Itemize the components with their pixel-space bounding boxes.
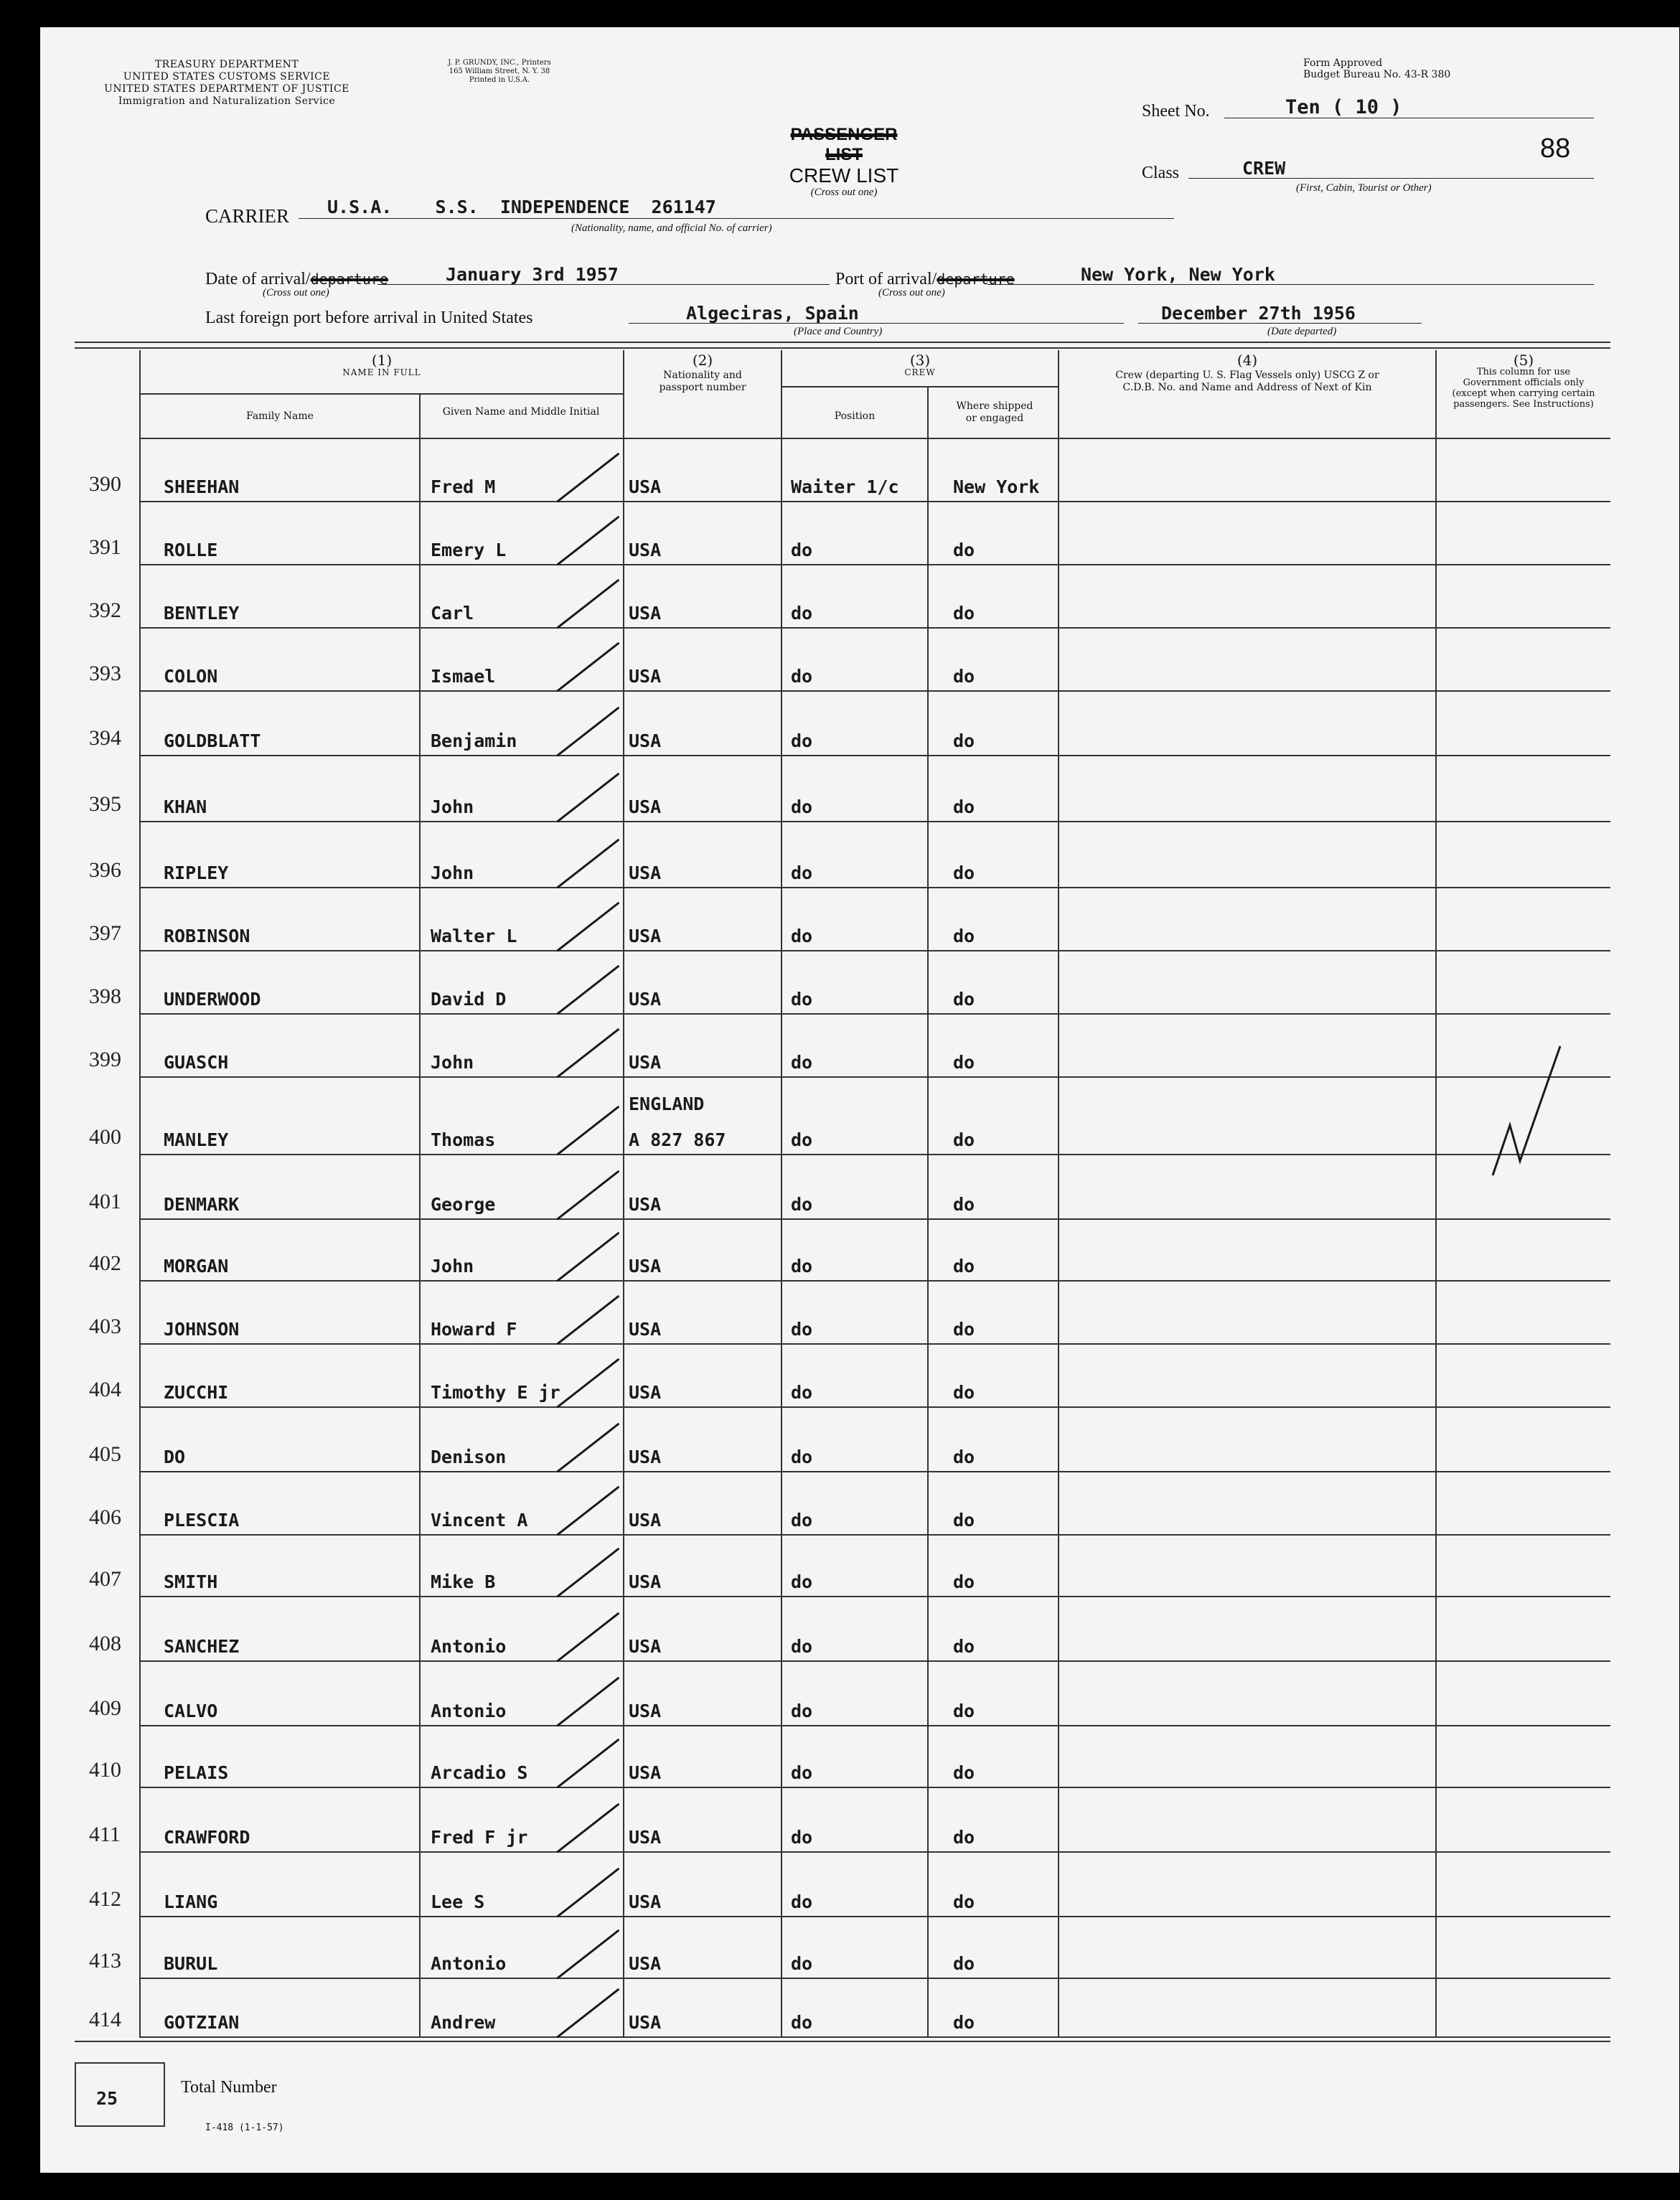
verification-check-mark	[556, 1486, 620, 1536]
family-name: KHAN	[164, 796, 207, 817]
position: do	[791, 1701, 813, 1721]
hdr-rule-name	[141, 393, 623, 395]
where-engaged: do	[953, 926, 975, 946]
top-rule-2	[75, 347, 1610, 349]
given-name: Antonio	[431, 1636, 507, 1657]
printer-block	[428, 59, 571, 85]
position: do	[791, 1382, 813, 1403]
row-rule	[139, 1534, 1610, 1536]
given-name: Antonio	[431, 1953, 507, 1974]
where-engaged: do	[953, 796, 975, 817]
col-divider-crew	[1435, 350, 1437, 2036]
nationality: USA	[629, 2012, 662, 2033]
col-divider-where	[1058, 350, 1059, 2036]
col5-num: (5)	[1513, 352, 1534, 369]
family-name: SANCHEZ	[164, 1636, 240, 1657]
date-arrival-label	[205, 270, 388, 289]
total-box	[75, 2062, 165, 2127]
given-name: Benjamin	[431, 730, 517, 751]
agency-block	[40, 59, 413, 108]
family-name: RIPLEY	[164, 862, 229, 883]
family-name: GOTZIAN	[164, 2012, 240, 2033]
row-number: 402	[89, 1251, 121, 1275]
carrier-note: (Nationality, name, and official No. of carrier)	[571, 222, 772, 234]
family-name: PLESCIA	[164, 1510, 240, 1531]
row-rule	[139, 1787, 1610, 1788]
date-arrival-text: Date of arrival/	[205, 270, 311, 288]
nationality: USA	[629, 1052, 662, 1073]
nationality: USA	[629, 1382, 662, 1403]
given-name: Denison	[431, 1447, 507, 1467]
date-struck: departure	[310, 271, 388, 288]
verification-check-mark	[556, 1988, 620, 2039]
verification-check-mark	[556, 1677, 620, 1727]
row-rule	[139, 1978, 1610, 1979]
where-engaged: do	[953, 1256, 975, 1277]
nationality: USA	[629, 1701, 662, 1721]
position: do	[791, 2012, 813, 2033]
total-value: 25	[96, 2088, 118, 2109]
col4-title: Crew (departing U. S. Flag Vessels only) USCG Z or C.D.B. No. and Name and Address of Next of Kin	[1115, 370, 1379, 393]
last-port-note: (Place and Country)	[794, 326, 883, 337]
given-name: John	[431, 1256, 474, 1277]
col1a-header: Family Name	[246, 410, 314, 422]
row-number: 390	[89, 472, 121, 496]
printer-line-2: 165 William Street, N. Y. 38	[449, 67, 550, 75]
date-note: (Cross out one)	[263, 287, 329, 298]
verification-check-mark	[556, 1739, 620, 1789]
given-name: Vincent A	[431, 1510, 528, 1531]
printer-line-1: J. P. GRUNDY, INC., Printers	[448, 59, 551, 67]
where-engaged: do	[953, 540, 975, 560]
given-name: George	[431, 1194, 496, 1215]
verification-check-mark	[556, 773, 620, 823]
where-engaged: do	[953, 1129, 975, 1150]
position: do	[791, 1129, 813, 1150]
col-left-border	[139, 350, 141, 2036]
nationality: USA	[629, 989, 662, 1010]
where-engaged: do	[953, 1636, 975, 1657]
row-rule	[139, 1076, 1610, 1078]
given-name: John	[431, 796, 474, 817]
nationality: USA	[629, 1510, 662, 1531]
position: do	[791, 603, 813, 624]
where-engaged: do	[953, 1827, 975, 1848]
family-name: DO	[164, 1447, 186, 1467]
nationality: USA	[629, 603, 662, 624]
nationality: USA	[629, 1827, 662, 1848]
verification-check-mark	[556, 1612, 620, 1663]
col1-num: (1)	[371, 352, 393, 369]
given-name: Howard F	[431, 1319, 517, 1340]
verification-check-mark	[556, 1358, 620, 1409]
row-number: 407	[89, 1567, 121, 1591]
row-number: 413	[89, 1949, 121, 1973]
row-rule	[139, 564, 1610, 565]
row-rule	[139, 755, 1610, 756]
row-rule	[139, 690, 1610, 692]
where-engaged: do	[953, 2012, 975, 2033]
row-rule	[139, 1660, 1610, 1662]
position: do	[791, 1636, 813, 1657]
row-number: 414	[89, 2008, 121, 2031]
col2-title: Nationality and passport number	[659, 370, 746, 393]
where-engaged: do	[953, 1052, 975, 1073]
where-engaged: do	[953, 730, 975, 751]
family-name: SMITH	[164, 1571, 218, 1592]
row-rule	[139, 2036, 1610, 2038]
row-number: 392	[89, 598, 121, 622]
row-rule	[139, 627, 1610, 629]
where-engaged: do	[953, 862, 975, 883]
position: do	[791, 1447, 813, 1467]
position: do	[791, 730, 813, 751]
col-divider-position	[927, 387, 929, 2036]
manifest-sheet	[40, 27, 1679, 2173]
row-number: 404	[89, 1378, 121, 1401]
form-approval	[1303, 57, 1450, 80]
row-rule	[139, 950, 1610, 951]
row-number: 411	[89, 1823, 121, 1846]
nationality: USA	[629, 796, 662, 817]
date-departed-value: December 27th 1956	[1161, 303, 1356, 324]
hdr-bottom-rule	[141, 438, 1610, 439]
row-rule	[139, 1851, 1610, 1853]
row-rule	[139, 1596, 1610, 1597]
carrier-value: U.S.A. S.S. INDEPENDENCE 261147	[327, 197, 716, 217]
where-engaged: New York	[953, 476, 1040, 497]
port-arrival-text: Port of arrival/	[835, 270, 937, 288]
row-number: 409	[89, 1696, 121, 1720]
given-name: Walter L	[431, 926, 517, 946]
given-name: Antonio	[431, 1701, 507, 1721]
nationality: A 827 867	[629, 1129, 726, 1150]
position: do	[791, 666, 813, 687]
row-rule	[139, 1471, 1610, 1472]
where-engaged: do	[953, 1194, 975, 1215]
port-note: (Cross out one)	[878, 287, 945, 298]
class-label: Class	[1142, 164, 1180, 182]
given-name: Mike B	[431, 1571, 496, 1592]
title-main: CREW LIST	[789, 164, 899, 187]
position: do	[791, 1194, 813, 1215]
port-arrival-label	[835, 270, 1015, 289]
verification-check-mark	[556, 453, 620, 503]
row-rule	[139, 1280, 1610, 1282]
approval-line-2: Budget Bureau No. 43-R 380	[1303, 69, 1451, 80]
verification-check-mark	[556, 1232, 620, 1282]
family-name: ZUCCHI	[164, 1382, 229, 1403]
row-rule	[139, 1013, 1610, 1015]
row-rule	[139, 1218, 1610, 1220]
port-struck: departure	[937, 271, 1015, 288]
page-number: 88	[1540, 133, 1571, 164]
family-name: BENTLEY	[164, 603, 240, 624]
family-name: MANLEY	[164, 1129, 229, 1150]
total-label: Total Number	[181, 2078, 277, 2097]
given-name: John	[431, 1052, 474, 1073]
row-rule	[139, 1725, 1610, 1726]
col5-header	[1437, 354, 1610, 410]
nationality: USA	[629, 1953, 662, 1974]
row-number: 403	[89, 1315, 121, 1338]
family-name: JOHNSON	[164, 1319, 240, 1340]
position: do	[791, 989, 813, 1010]
verification-check-mark	[556, 1929, 620, 1980]
verification-check-mark	[556, 902, 620, 952]
carrier-ruling	[299, 218, 1174, 219]
nationality: USA	[629, 540, 662, 560]
col3-num: (3)	[909, 352, 931, 369]
verification-check-mark	[556, 516, 620, 566]
carrier-label: CARRIER	[205, 205, 290, 227]
position: do	[791, 1256, 813, 1277]
class-note: (First, Cabin, Tourist or Other)	[1296, 182, 1432, 194]
col3b-header: Where shipped or engaged	[956, 400, 1033, 424]
family-name: SHEEHAN	[164, 476, 240, 497]
where-engaged: do	[953, 1953, 975, 1974]
position: do	[791, 1571, 813, 1592]
row-rule	[139, 887, 1610, 888]
given-name: Carl	[431, 603, 474, 624]
position: Waiter 1/c	[791, 476, 899, 497]
col4-header	[1059, 354, 1435, 394]
form-id: I-418 (1-1-57)	[205, 2123, 284, 2133]
last-port-label: Last foreign port before arrival in United States	[205, 309, 533, 327]
verification-check-mark	[556, 1548, 620, 1598]
given-name: John	[431, 862, 474, 883]
row-number: 391	[89, 535, 121, 559]
where-engaged: do	[953, 989, 975, 1010]
family-name: UNDERWOOD	[164, 989, 261, 1010]
given-name: Emery L	[431, 540, 507, 560]
nationality-top: ENGLAND	[629, 1094, 705, 1114]
row-number: 398	[89, 984, 121, 1008]
col1b-header: Given Name and Middle Initial	[442, 406, 600, 418]
printer-line-3: Printed in U.S.A.	[469, 76, 530, 84]
position: do	[791, 862, 813, 883]
hdr-rule-crew	[782, 386, 1058, 387]
family-name: DENMARK	[164, 1194, 240, 1215]
given-name: Ismael	[431, 666, 496, 687]
col2-num: (2)	[692, 352, 713, 369]
nationality: USA	[629, 862, 662, 883]
family-name: LIANG	[164, 1891, 218, 1912]
family-name: BURUL	[164, 1953, 218, 1974]
row-number: 410	[89, 1758, 121, 1782]
where-engaged: do	[953, 603, 975, 624]
position: do	[791, 1953, 813, 1974]
nationality: USA	[629, 926, 662, 946]
col-divider-nationality	[781, 350, 782, 2036]
col-divider-given	[623, 350, 624, 2036]
nationality: USA	[629, 1891, 662, 1912]
nationality: USA	[629, 666, 662, 687]
row-number: 412	[89, 1887, 121, 1911]
family-name: ROLLE	[164, 540, 218, 560]
port-ruling	[987, 284, 1594, 285]
sheet-no-label: Sheet No.	[1142, 102, 1210, 121]
approval-line-1: Form Approved	[1303, 57, 1383, 69]
verification-check-mark	[556, 579, 620, 629]
last-port-value: Algeciras, Spain	[686, 303, 859, 324]
given-name: David D	[431, 989, 507, 1010]
verification-check-mark	[556, 1803, 620, 1853]
position: do	[791, 1052, 813, 1073]
position: do	[791, 926, 813, 946]
col3a-header: Position	[834, 410, 876, 422]
row-number: 396	[89, 858, 121, 882]
agency-line-1: TREASURY DEPARTMENT	[154, 59, 299, 70]
col5-title: This column for use Government officials only (except when carrying certain passengers. See Instructions)	[1452, 367, 1595, 410]
nationality: USA	[629, 1256, 662, 1277]
where-engaged: do	[953, 1571, 975, 1592]
nationality: USA	[629, 1447, 662, 1467]
where-engaged: do	[953, 1447, 975, 1467]
position: do	[791, 1510, 813, 1531]
position: do	[791, 1762, 813, 1783]
nationality: USA	[629, 1636, 662, 1657]
row-number: 399	[89, 1048, 121, 1071]
nationality: USA	[629, 1319, 662, 1340]
row-number: 408	[89, 1632, 121, 1655]
col4-num: (4)	[1236, 352, 1258, 369]
col1-header	[141, 354, 623, 379]
row-number: 406	[89, 1505, 121, 1529]
family-name: COLON	[164, 666, 218, 687]
nationality: USA	[629, 730, 662, 751]
position: do	[791, 1827, 813, 1848]
verification-check-mark	[556, 1868, 620, 1918]
verification-check-mark	[556, 1170, 620, 1221]
row-number: 400	[89, 1125, 121, 1149]
where-engaged: do	[953, 1762, 975, 1783]
col3-header	[782, 354, 1058, 379]
verification-check-mark	[556, 1423, 620, 1473]
row-rule	[139, 821, 1610, 822]
position: do	[791, 1891, 813, 1912]
row-rule	[139, 1343, 1610, 1345]
verification-check-mark	[556, 642, 620, 692]
top-rule-1	[75, 342, 1610, 343]
family-name: GOLDBLATT	[164, 730, 261, 751]
nationality: USA	[629, 1762, 662, 1783]
port-arrival-value: New York, New York	[1081, 264, 1275, 285]
title-note: (Cross out one)	[810, 187, 878, 198]
col-divider-family	[419, 395, 421, 2036]
agency-line-4: Immigration and Naturalization Service	[118, 95, 336, 107]
list-title	[772, 125, 916, 199]
class-value: CREW	[1242, 158, 1286, 179]
verification-check-mark	[556, 707, 620, 757]
given-name: Fred F jr	[431, 1827, 528, 1848]
nationality: USA	[629, 1194, 662, 1215]
where-engaged: do	[953, 1891, 975, 1912]
verification-check-mark	[556, 839, 620, 889]
nationality: USA	[629, 1571, 662, 1592]
given-name: Andrew	[431, 2012, 496, 2033]
verification-check-mark	[556, 1028, 620, 1078]
title-struck: PASSENGER LIST	[790, 125, 898, 164]
row-number: 394	[89, 726, 121, 750]
family-name: PELAIS	[164, 1762, 229, 1783]
official-check-mark	[1483, 1039, 1569, 1183]
nationality: USA	[629, 476, 662, 497]
date-arrival-value: January 3rd 1957	[446, 264, 619, 285]
agency-line-2: UNITED STATES CUSTOMS SERVICE	[123, 71, 331, 83]
where-engaged: do	[953, 1701, 975, 1721]
family-name: ROBINSON	[164, 926, 250, 946]
row-number: 393	[89, 662, 121, 685]
verification-check-mark	[556, 965, 620, 1015]
row-rule	[139, 1916, 1610, 1917]
bottom-rule	[75, 2041, 1610, 2042]
position: do	[791, 796, 813, 817]
position: do	[791, 1319, 813, 1340]
family-name: CRAWFORD	[164, 1827, 250, 1848]
verification-check-mark	[556, 1295, 620, 1345]
col2-header	[624, 354, 781, 394]
row-rule	[139, 501, 1610, 502]
given-name: Lee S	[431, 1891, 485, 1912]
position: do	[791, 540, 813, 560]
given-name: Arcadio S	[431, 1762, 528, 1783]
family-name: MORGAN	[164, 1256, 229, 1277]
family-name: CALVO	[164, 1701, 218, 1721]
row-number: 397	[89, 921, 121, 945]
col1-title: NAME IN FULL	[342, 367, 421, 377]
row-number: 405	[89, 1442, 121, 1466]
row-number: 401	[89, 1190, 121, 1213]
where-engaged: do	[953, 1319, 975, 1340]
col3-title: CREW	[904, 367, 936, 377]
given-name: Timothy E jr	[431, 1382, 560, 1403]
row-number: 395	[89, 792, 121, 816]
date-departed-note: (Date departed)	[1267, 326, 1337, 337]
where-engaged: do	[953, 1382, 975, 1403]
row-rule	[139, 1406, 1610, 1408]
sheet-no-value: Ten ( 10 )	[1285, 96, 1402, 118]
given-name: Fred M	[431, 476, 496, 497]
family-name: GUASCH	[164, 1052, 229, 1073]
agency-line-3: UNITED STATES DEPARTMENT OF JUSTICE	[104, 83, 349, 95]
where-engaged: do	[953, 666, 975, 687]
verification-check-mark	[556, 1106, 620, 1156]
given-name: Thomas	[431, 1129, 496, 1150]
row-rule	[139, 1154, 1610, 1155]
where-engaged: do	[953, 1510, 975, 1531]
